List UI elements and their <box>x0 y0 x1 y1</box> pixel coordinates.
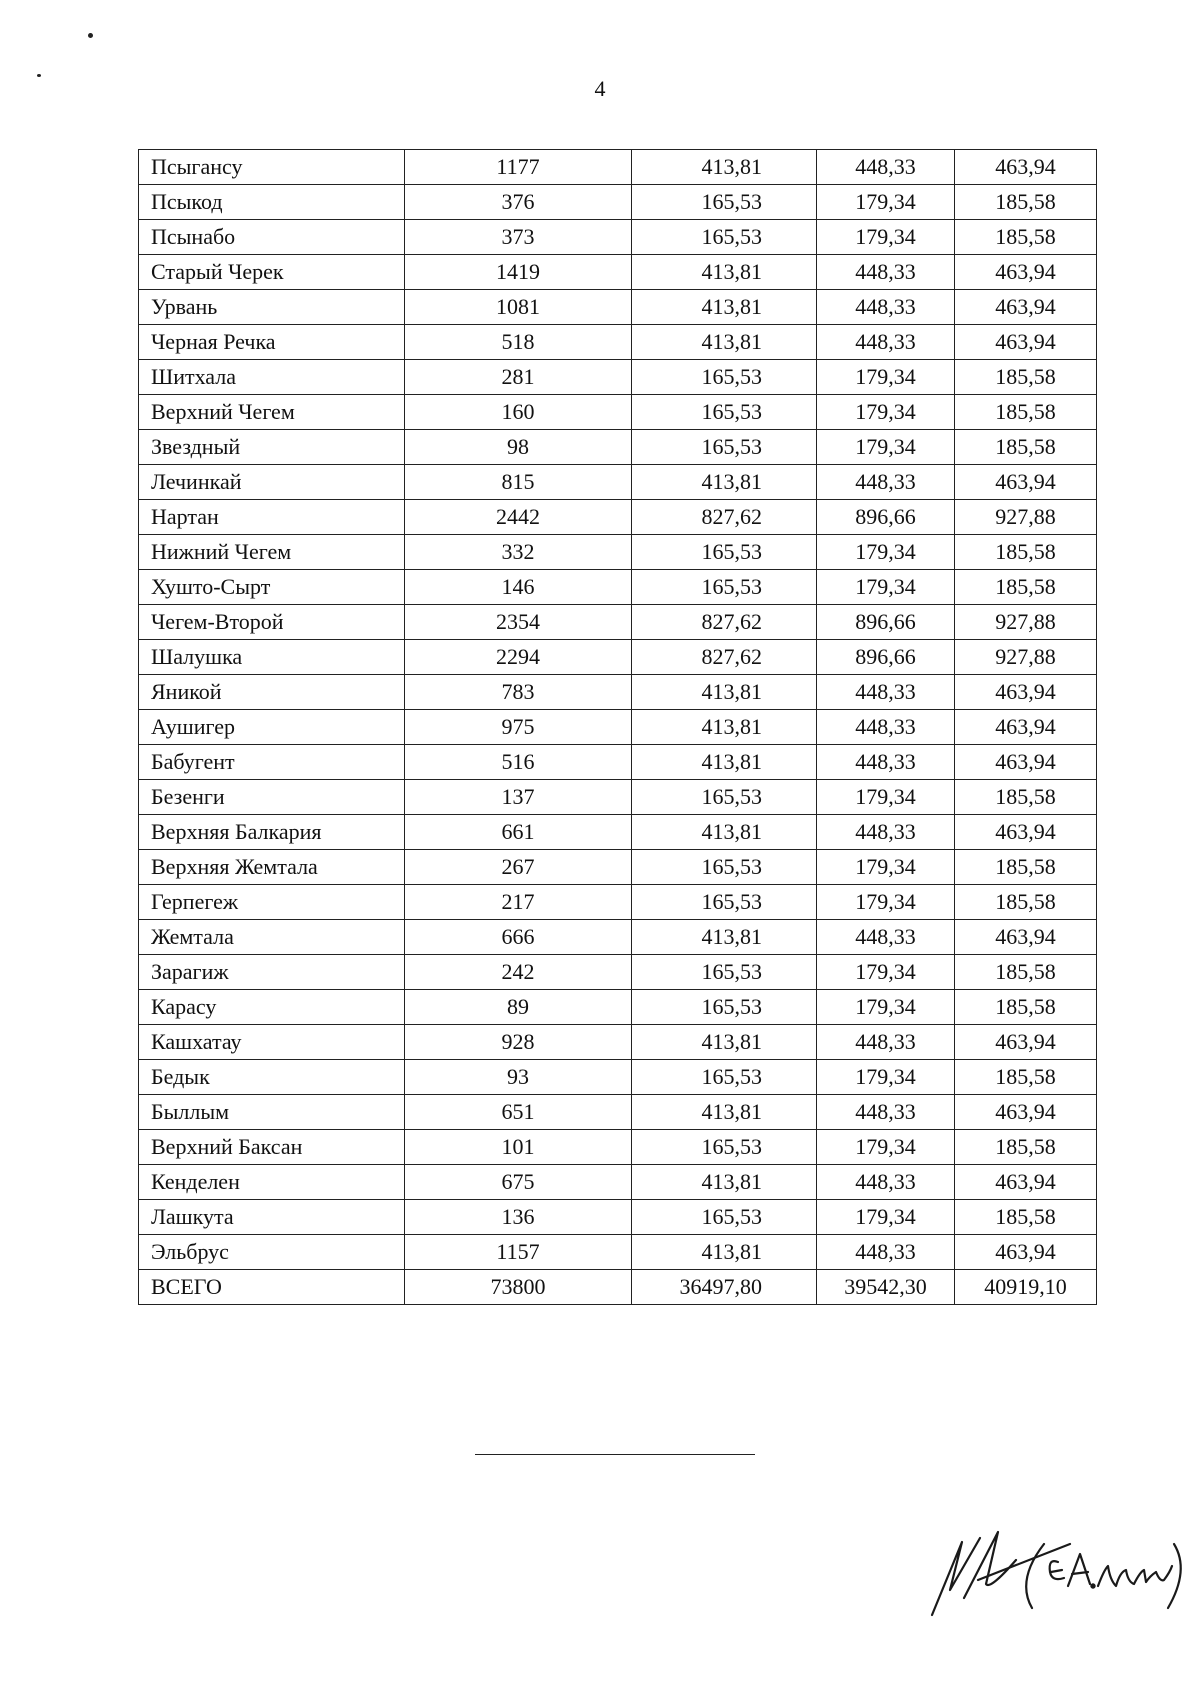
table-row <box>139 815 1097 850</box>
value-3-cell: 185,58 <box>955 990 1097 1025</box>
population-cell: 1177 <box>405 150 632 185</box>
settlement-name-cell: Бедык <box>139 1060 405 1095</box>
value-1-cell: 827,62 <box>632 500 817 535</box>
population-cell: 242 <box>405 955 632 990</box>
value-1-cell: 413,81 <box>632 745 817 780</box>
table-row <box>139 640 1097 675</box>
value-2-cell: 179,34 <box>817 885 955 920</box>
settlement-name-cell: Псынабо <box>139 220 405 255</box>
value-1-cell: 827,62 <box>632 640 817 675</box>
settlement-name-cell: Хушто-Сырт <box>139 570 405 605</box>
settlement-name-cell: Аушигер <box>139 710 405 745</box>
value-3-cell: 185,58 <box>955 885 1097 920</box>
value-1-cell: 413,81 <box>632 150 817 185</box>
value-1-cell: 413,81 <box>632 255 817 290</box>
value-2-cell: 448,33 <box>817 920 955 955</box>
table-row <box>139 360 1097 395</box>
population-cell: 1081 <box>405 290 632 325</box>
table-row <box>139 570 1097 605</box>
value-2-cell: 448,33 <box>817 1025 955 1060</box>
value-1-cell: 165,53 <box>632 220 817 255</box>
value-2-cell: 39542,30 <box>817 1270 955 1305</box>
value-2-cell: 179,34 <box>817 780 955 815</box>
settlement-name-cell: Лечинкай <box>139 465 405 500</box>
value-3-cell: 185,58 <box>955 185 1097 220</box>
value-2-cell: 179,34 <box>817 1060 955 1095</box>
value-3-cell: 463,94 <box>955 150 1097 185</box>
value-2-cell: 179,34 <box>817 955 955 990</box>
value-1-cell: 165,53 <box>632 185 817 220</box>
settlement-name-cell: Шитхала <box>139 360 405 395</box>
value-1-cell: 413,81 <box>632 815 817 850</box>
value-2-cell: 448,33 <box>817 325 955 360</box>
settlement-name-cell: Псыкод <box>139 185 405 220</box>
settlement-name-cell: Эльбрус <box>139 1235 405 1270</box>
table-row <box>139 1130 1097 1165</box>
value-2-cell: 448,33 <box>817 290 955 325</box>
closing-rule <box>475 1454 755 1455</box>
value-3-cell: 927,88 <box>955 500 1097 535</box>
value-3-cell: 463,94 <box>955 710 1097 745</box>
table-row <box>139 675 1097 710</box>
value-2-cell: 448,33 <box>817 815 955 850</box>
table-row <box>139 465 1097 500</box>
settlement-name-cell: ВСЕГО <box>139 1270 405 1305</box>
population-cell: 137 <box>405 780 632 815</box>
settlement-name-cell: Шалушка <box>139 640 405 675</box>
value-3-cell: 185,58 <box>955 1130 1097 1165</box>
value-1-cell: 413,81 <box>632 325 817 360</box>
population-cell: 267 <box>405 850 632 885</box>
settlement-name-cell: Нижний Чегем <box>139 535 405 570</box>
settlement-name-cell: Зарагиж <box>139 955 405 990</box>
population-cell: 217 <box>405 885 632 920</box>
population-cell: 675 <box>405 1165 632 1200</box>
allocation-table <box>138 149 1097 1305</box>
value-3-cell: 463,94 <box>955 255 1097 290</box>
value-3-cell: 463,94 <box>955 920 1097 955</box>
value-2-cell: 448,33 <box>817 1095 955 1130</box>
value-1-cell: 165,53 <box>632 1130 817 1165</box>
value-3-cell: 185,58 <box>955 535 1097 570</box>
value-2-cell: 179,34 <box>817 990 955 1025</box>
value-1-cell: 413,81 <box>632 1235 817 1270</box>
table-row <box>139 220 1097 255</box>
value-3-cell: 463,94 <box>955 675 1097 710</box>
value-1-cell: 413,81 <box>632 1095 817 1130</box>
value-3-cell: 463,94 <box>955 1025 1097 1060</box>
table-row <box>139 500 1097 535</box>
population-cell: 101 <box>405 1130 632 1165</box>
value-1-cell: 413,81 <box>632 465 817 500</box>
settlement-name-cell: Чегем-Второй <box>139 605 405 640</box>
settlement-name-cell: Нартан <box>139 500 405 535</box>
settlement-name-cell: Звездный <box>139 430 405 465</box>
table-row <box>139 745 1097 780</box>
table-row <box>139 850 1097 885</box>
settlement-name-cell: Карасу <box>139 990 405 1025</box>
population-cell: 2442 <box>405 500 632 535</box>
value-3-cell: 463,94 <box>955 745 1097 780</box>
value-1-cell: 413,81 <box>632 675 817 710</box>
value-1-cell: 413,81 <box>632 1165 817 1200</box>
value-2-cell: 179,34 <box>817 1200 955 1235</box>
value-1-cell: 165,53 <box>632 430 817 465</box>
population-cell: 666 <box>405 920 632 955</box>
population-cell: 2294 <box>405 640 632 675</box>
value-3-cell: 185,58 <box>955 220 1097 255</box>
value-1-cell: 165,53 <box>632 395 817 430</box>
value-2-cell: 448,33 <box>817 1165 955 1200</box>
settlement-name-cell: Яникой <box>139 675 405 710</box>
value-2-cell: 179,34 <box>817 1130 955 1165</box>
population-cell: 73800 <box>405 1270 632 1305</box>
settlement-name-cell: Псыгансу <box>139 150 405 185</box>
settlement-name-cell: Жемтала <box>139 920 405 955</box>
value-3-cell: 185,58 <box>955 570 1097 605</box>
population-cell: 1157 <box>405 1235 632 1270</box>
value-2-cell: 179,34 <box>817 395 955 430</box>
population-cell: 815 <box>405 465 632 500</box>
value-2-cell: 179,34 <box>817 535 955 570</box>
population-cell: 928 <box>405 1025 632 1060</box>
value-1-cell: 165,53 <box>632 360 817 395</box>
value-3-cell: 463,94 <box>955 465 1097 500</box>
population-cell: 98 <box>405 430 632 465</box>
table-row <box>139 710 1097 745</box>
population-cell: 376 <box>405 185 632 220</box>
table-row <box>139 290 1097 325</box>
table-row <box>139 1235 1097 1270</box>
settlement-name-cell: Старый Черек <box>139 255 405 290</box>
settlement-name-cell: Верхняя Жемтала <box>139 850 405 885</box>
table-row <box>139 885 1097 920</box>
table-body <box>139 150 1097 1305</box>
settlement-name-cell: Быллым <box>139 1095 405 1130</box>
settlement-name-cell: Безенги <box>139 780 405 815</box>
value-3-cell: 185,58 <box>955 1200 1097 1235</box>
table-row <box>139 780 1097 815</box>
value-2-cell: 179,34 <box>817 850 955 885</box>
value-3-cell: 185,58 <box>955 780 1097 815</box>
settlement-name-cell: Урвань <box>139 290 405 325</box>
settlement-name-cell: Верхняя Балкария <box>139 815 405 850</box>
value-3-cell: 463,94 <box>955 1165 1097 1200</box>
population-cell: 281 <box>405 360 632 395</box>
population-cell: 975 <box>405 710 632 745</box>
value-1-cell: 165,53 <box>632 535 817 570</box>
population-cell: 518 <box>405 325 632 360</box>
settlement-name-cell: Верхний Баксан <box>139 1130 405 1165</box>
table-row <box>139 1060 1097 1095</box>
population-cell: 661 <box>405 815 632 850</box>
population-cell: 783 <box>405 675 632 710</box>
value-2-cell: 448,33 <box>817 745 955 780</box>
signature <box>920 1520 1200 1630</box>
value-2-cell: 179,34 <box>817 185 955 220</box>
population-cell: 136 <box>405 1200 632 1235</box>
value-3-cell: 463,94 <box>955 1095 1097 1130</box>
population-cell: 651 <box>405 1095 632 1130</box>
page-number: 4 <box>594 76 606 101</box>
scan-speck <box>88 33 93 38</box>
value-3-cell: 463,94 <box>955 290 1097 325</box>
value-3-cell: 927,88 <box>955 640 1097 675</box>
population-cell: 89 <box>405 990 632 1025</box>
value-3-cell: 40919,10 <box>955 1270 1097 1305</box>
value-1-cell: 165,53 <box>632 955 817 990</box>
value-2-cell: 179,34 <box>817 430 955 465</box>
table-row <box>139 325 1097 360</box>
settlement-name-cell: Бабугент <box>139 745 405 780</box>
population-cell: 1419 <box>405 255 632 290</box>
value-3-cell: 463,94 <box>955 325 1097 360</box>
table-row <box>139 1025 1097 1060</box>
value-1-cell: 165,53 <box>632 1200 817 1235</box>
value-2-cell: 448,33 <box>817 255 955 290</box>
value-3-cell: 185,58 <box>955 1060 1097 1095</box>
value-2-cell: 896,66 <box>817 605 955 640</box>
table-row <box>139 255 1097 290</box>
value-2-cell: 448,33 <box>817 1235 955 1270</box>
table-row <box>139 955 1097 990</box>
value-3-cell: 185,58 <box>955 955 1097 990</box>
value-3-cell: 185,58 <box>955 850 1097 885</box>
table-row <box>139 1200 1097 1235</box>
population-cell: 93 <box>405 1060 632 1095</box>
settlement-name-cell: Кенделен <box>139 1165 405 1200</box>
value-1-cell: 827,62 <box>632 605 817 640</box>
value-2-cell: 179,34 <box>817 360 955 395</box>
value-3-cell: 463,94 <box>955 815 1097 850</box>
value-1-cell: 165,53 <box>632 990 817 1025</box>
value-3-cell: 463,94 <box>955 1235 1097 1270</box>
value-1-cell: 36497,80 <box>632 1270 817 1305</box>
table-row <box>139 1095 1097 1130</box>
table-row <box>139 605 1097 640</box>
table-row <box>139 990 1097 1025</box>
value-1-cell: 165,53 <box>632 780 817 815</box>
population-cell: 146 <box>405 570 632 605</box>
value-2-cell: 448,33 <box>817 465 955 500</box>
value-3-cell: 185,58 <box>955 430 1097 465</box>
value-2-cell: 448,33 <box>817 675 955 710</box>
value-3-cell: 185,58 <box>955 395 1097 430</box>
value-1-cell: 413,81 <box>632 290 817 325</box>
table-row <box>139 395 1097 430</box>
settlement-name-cell: Кашхатау <box>139 1025 405 1060</box>
value-2-cell: 448,33 <box>817 150 955 185</box>
value-1-cell: 165,53 <box>632 850 817 885</box>
settlement-name-cell: Черная Речка <box>139 325 405 360</box>
population-cell: 332 <box>405 535 632 570</box>
value-2-cell: 179,34 <box>817 220 955 255</box>
table-row <box>139 1165 1097 1200</box>
value-1-cell: 413,81 <box>632 710 817 745</box>
population-cell: 160 <box>405 395 632 430</box>
table-row <box>139 150 1097 185</box>
value-2-cell: 179,34 <box>817 570 955 605</box>
table-row <box>139 185 1097 220</box>
value-1-cell: 165,53 <box>632 885 817 920</box>
population-cell: 2354 <box>405 605 632 640</box>
total-row <box>139 1270 1097 1305</box>
settlement-name-cell: Верхний Чегем <box>139 395 405 430</box>
population-cell: 516 <box>405 745 632 780</box>
value-2-cell: 896,66 <box>817 640 955 675</box>
population-cell: 373 <box>405 220 632 255</box>
settlement-name-cell: Лашкута <box>139 1200 405 1235</box>
table-row <box>139 920 1097 955</box>
value-1-cell: 165,53 <box>632 570 817 605</box>
value-2-cell: 896,66 <box>817 500 955 535</box>
table-row <box>139 430 1097 465</box>
settlement-name-cell: Герпегеж <box>139 885 405 920</box>
value-3-cell: 185,58 <box>955 360 1097 395</box>
value-2-cell: 448,33 <box>817 710 955 745</box>
table-row <box>139 535 1097 570</box>
value-1-cell: 413,81 <box>632 1025 817 1060</box>
value-3-cell: 927,88 <box>955 605 1097 640</box>
value-1-cell: 165,53 <box>632 1060 817 1095</box>
value-1-cell: 413,81 <box>632 920 817 955</box>
